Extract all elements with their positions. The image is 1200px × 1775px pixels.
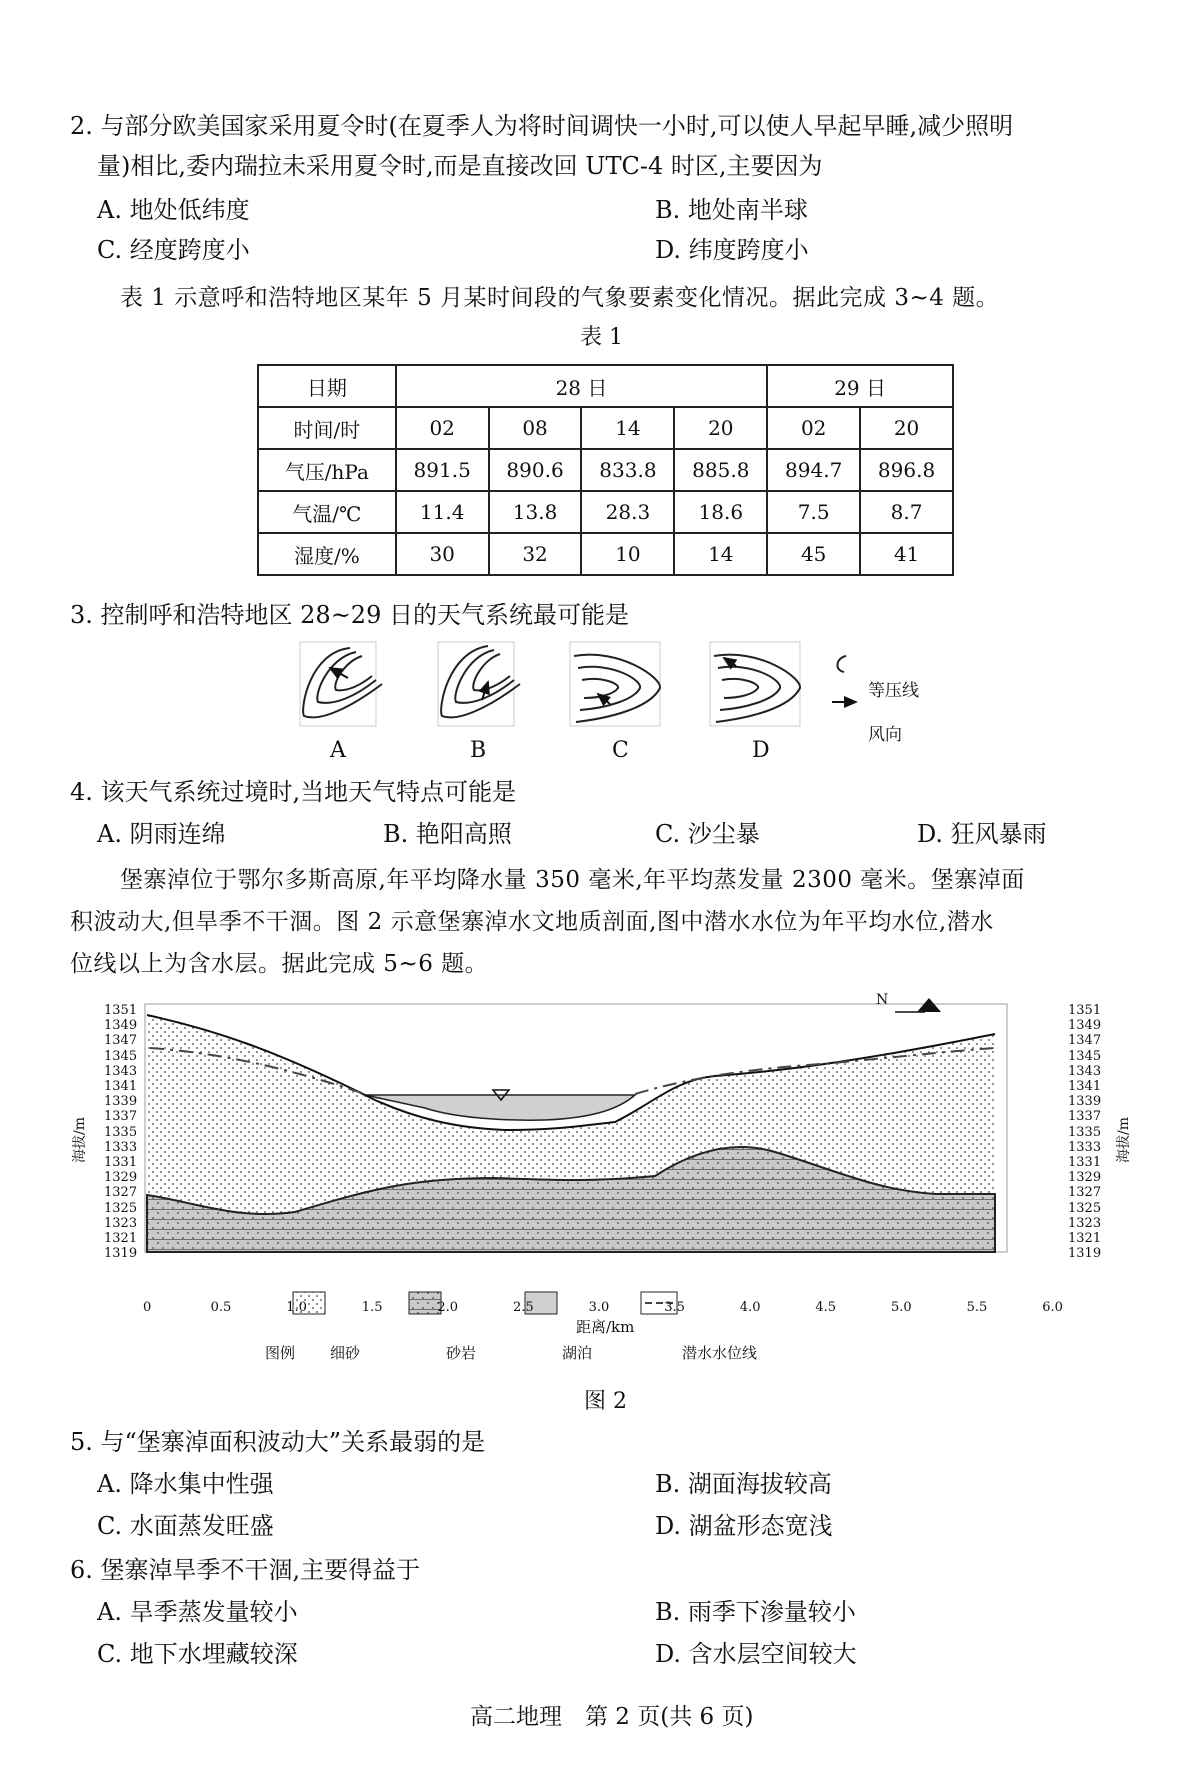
y-axis-label-right: 海拔/m — [1116, 1117, 1132, 1163]
figure2-caption: 图 2 — [584, 1389, 627, 1414]
q6-option-b: B. 雨季下渗量较小 — [655, 1598, 856, 1626]
legend-title: 图例 — [265, 1344, 296, 1362]
table-cell: 20 — [674, 407, 767, 449]
table-cell: 45 — [767, 533, 860, 575]
table-cell: 896.8 — [860, 449, 953, 491]
table-row — [258, 365, 953, 407]
q2-option-a: A. 地处低纬度 — [97, 196, 250, 224]
page-footer: 高二地理 第 2 页(共 6 页) — [470, 1704, 754, 1730]
x-axis-label: 距离/km — [576, 1318, 635, 1336]
q5-option-d: D. 湖盆形态宽浅 — [655, 1512, 833, 1540]
y-tick-label: 1347 — [1068, 1033, 1102, 1049]
q4-option-d: D. 狂风暴雨 — [917, 820, 1047, 848]
diagram-a — [300, 642, 382, 726]
y-tick-label: 1339 — [1068, 1094, 1102, 1110]
q6-option-a: A. 旱季蒸发量较小 — [97, 1598, 298, 1626]
table-cell: 18.6 — [674, 491, 767, 533]
x-tick-label: 0 — [143, 1300, 152, 1315]
y-tick-label: 1319 — [1068, 1246, 1102, 1262]
table-cell: 885.8 — [674, 449, 767, 491]
table-cell: 10 — [581, 533, 674, 575]
y-tick-label: 1329 — [104, 1170, 138, 1186]
legend-label-water-table: 潜水水位线 — [682, 1344, 758, 1362]
y-tick-label: 1325 — [104, 1200, 138, 1216]
table-cell: 02 — [767, 407, 860, 449]
intro-5-6-line2: 积波动大,但旱季不干涸。图 2 示意堡寨淖水文地质剖面,图中潜水水位为年平均水位,潜水 — [70, 909, 994, 935]
table-row-label: 气压/hPa — [258, 449, 396, 491]
q6-option-c: C. 地下水埋藏较深 — [97, 1640, 298, 1668]
table-cell: 02 — [396, 407, 489, 449]
x-tick-label: 2.0 — [437, 1300, 459, 1315]
y-tick-label: 1327 — [104, 1185, 138, 1201]
y-tick-label: 1339 — [104, 1094, 138, 1110]
q5-option-c: C. 水面蒸发旺盛 — [97, 1512, 274, 1540]
table-cell: 14 — [581, 407, 674, 449]
q4-option-a: A. 阴雨连绵 — [97, 820, 226, 848]
table-header-day1: 28 日 — [396, 365, 768, 407]
y-tick-label: 1331 — [1068, 1155, 1102, 1170]
q5-stem: 5. 与“堡寨淖面积波动大”关系最弱的是 — [70, 1428, 486, 1456]
y-tick-label: 1341 — [104, 1079, 138, 1094]
x-tick-label: 5.5 — [966, 1300, 988, 1315]
intro-3-4: 表 1 示意呼和浩特地区某年 5 月某时间段的气象要素变化情况。据此完成 3~4 题。 — [120, 285, 1000, 311]
y-tick-label: 1335 — [104, 1124, 138, 1140]
x-tick-label: 3.0 — [588, 1300, 610, 1315]
table-cell: 41 — [860, 533, 953, 575]
table-row-label: 时间/时 — [258, 407, 396, 449]
q2-option-c: C. 经度跨度小 — [97, 236, 250, 264]
y-tick-label: 1337 — [104, 1109, 138, 1125]
y-tick-label: 1345 — [104, 1048, 138, 1064]
x-tick-label: 4.0 — [739, 1300, 761, 1315]
q2-stem-line1: 2. 与部分欧美国家采用夏令时(在夏季人为将时间调快一小时,可以使人早起早睡,减少照明 — [70, 112, 1014, 140]
q2-option-b: B. 地处南半球 — [655, 196, 808, 224]
q6-option-d: D. 含水层空间较大 — [655, 1640, 857, 1668]
y-tick-label: 1343 — [1068, 1063, 1102, 1079]
y-tick-label: 1343 — [104, 1063, 138, 1079]
table-cell: 20 — [860, 407, 953, 449]
table-header-day2: 29 日 — [767, 365, 953, 407]
table-header-date: 日期 — [258, 365, 396, 407]
intro-5-6-line1: 堡寨淖位于鄂尔多斯高原,年平均降水量 350 毫米,年平均蒸发量 2300 毫米。堡寨淖面 — [120, 867, 1025, 893]
x-tick-label: 1.0 — [286, 1300, 307, 1315]
q6-stem: 6. 堡寨淖旱季不干涸,主要得益于 — [70, 1556, 421, 1584]
diagram-label-d: D — [752, 738, 770, 763]
y-tick-label: 1321 — [1068, 1231, 1102, 1246]
table-cell: 08 — [489, 407, 582, 449]
x-tick-label: 2.5 — [513, 1300, 534, 1315]
intro-5-6-line3: 位线以上为含水层。据此完成 5~6 题。 — [70, 951, 489, 977]
table1-caption: 表 1 — [580, 325, 623, 350]
table-cell: 890.6 — [489, 449, 582, 491]
table-cell: 8.7 — [860, 491, 953, 533]
table-cell: 11.4 — [396, 491, 489, 533]
q4-option-b: B. 艳阳高照 — [383, 820, 512, 848]
q5-option-a: A. 降水集中性强 — [97, 1470, 274, 1498]
y-axis-label-left: 海拔/m — [72, 1117, 88, 1163]
diagram-c — [570, 642, 660, 726]
x-tick-label: 5.0 — [891, 1300, 912, 1315]
table-cell: 894.7 — [767, 449, 860, 491]
y-tick-label: 1329 — [1068, 1170, 1102, 1186]
diagram-label-a: A — [330, 738, 346, 763]
table-cell: 833.8 — [581, 449, 674, 491]
q3-weather-diagrams — [290, 638, 970, 768]
y-tick-label: 1345 — [1068, 1048, 1102, 1064]
north-label: N — [876, 992, 889, 1008]
legend-sandstone-swatch — [409, 1292, 441, 1314]
y-tick-label: 1323 — [1068, 1215, 1102, 1231]
table-row — [258, 407, 953, 449]
table-cell: 7.5 — [767, 491, 860, 533]
x-tick-label: 3.5 — [664, 1300, 685, 1315]
y-tick-label: 1335 — [1068, 1124, 1102, 1140]
table-row-label: 气温/℃ — [258, 491, 396, 533]
diagram-d — [710, 642, 800, 726]
y-tick-label: 1349 — [104, 1018, 138, 1034]
y-tick-label: 1327 — [1068, 1185, 1102, 1201]
x-tick-label: 4.5 — [815, 1300, 837, 1315]
legend-label-sandstone: 砂岩 — [446, 1344, 477, 1362]
diagram-label-c: C — [612, 738, 629, 763]
y-tick-label: 1347 — [104, 1033, 138, 1049]
table-cell: 14 — [674, 533, 767, 575]
legend-isobar-label: 等压线 — [868, 681, 919, 701]
q5-option-b: B. 湖面海拔较高 — [655, 1470, 832, 1498]
y-tick-label: 1321 — [104, 1231, 138, 1246]
table-cell: 13.8 — [489, 491, 582, 533]
y-tick-label: 1319 — [104, 1246, 138, 1262]
table-row-label: 湿度/% — [258, 533, 396, 575]
table-cell: 32 — [489, 533, 582, 575]
table-row — [258, 533, 953, 575]
q2-option-d: D. 纬度跨度小 — [655, 236, 809, 264]
table-cell: 30 — [396, 533, 489, 575]
table-row — [258, 491, 953, 533]
x-tick-label: 1.5 — [361, 1300, 383, 1315]
y-tick-label: 1333 — [1068, 1139, 1102, 1155]
x-tick-label: 0.5 — [210, 1300, 232, 1315]
diagram-label-b: B — [470, 738, 487, 763]
isobar-legend-icon — [837, 656, 846, 672]
north-arrow-icon — [917, 998, 941, 1012]
y-tick-label: 1351 — [104, 1003, 138, 1018]
q4-option-c: C. 沙尘暴 — [655, 820, 760, 848]
y-tick-label: 1349 — [1068, 1018, 1102, 1034]
diagram-b — [438, 642, 520, 726]
q2-stem-line2: 量)相比,委内瑞拉未采用夏令时,而是直接改回 UTC-4 时区,主要因为 — [97, 152, 823, 180]
table-row — [258, 449, 953, 491]
y-tick-label: 1337 — [1068, 1109, 1102, 1125]
q4-stem: 4. 该天气系统过境时,当地天气特点可能是 — [70, 778, 517, 806]
y-tick-label: 1341 — [1068, 1079, 1102, 1094]
x-tick-label: 6.0 — [1042, 1300, 1063, 1315]
y-tick-label: 1323 — [104, 1215, 138, 1231]
legend-wind-label: 风向 — [868, 725, 902, 745]
y-tick-label: 1331 — [104, 1155, 138, 1170]
y-tick-label: 1325 — [1068, 1200, 1102, 1216]
y-tick-label: 1351 — [1068, 1003, 1102, 1018]
table1 — [257, 364, 954, 576]
y-tick-label: 1333 — [104, 1139, 138, 1155]
q3-stem: 3. 控制呼和浩特地区 28~29 日的天气系统最可能是 — [70, 601, 629, 629]
table-cell: 891.5 — [396, 449, 489, 491]
legend-label-lake: 湖泊 — [562, 1344, 593, 1362]
table-cell: 28.3 — [581, 491, 674, 533]
legend-label-fine-sand: 细砂 — [330, 1344, 361, 1362]
